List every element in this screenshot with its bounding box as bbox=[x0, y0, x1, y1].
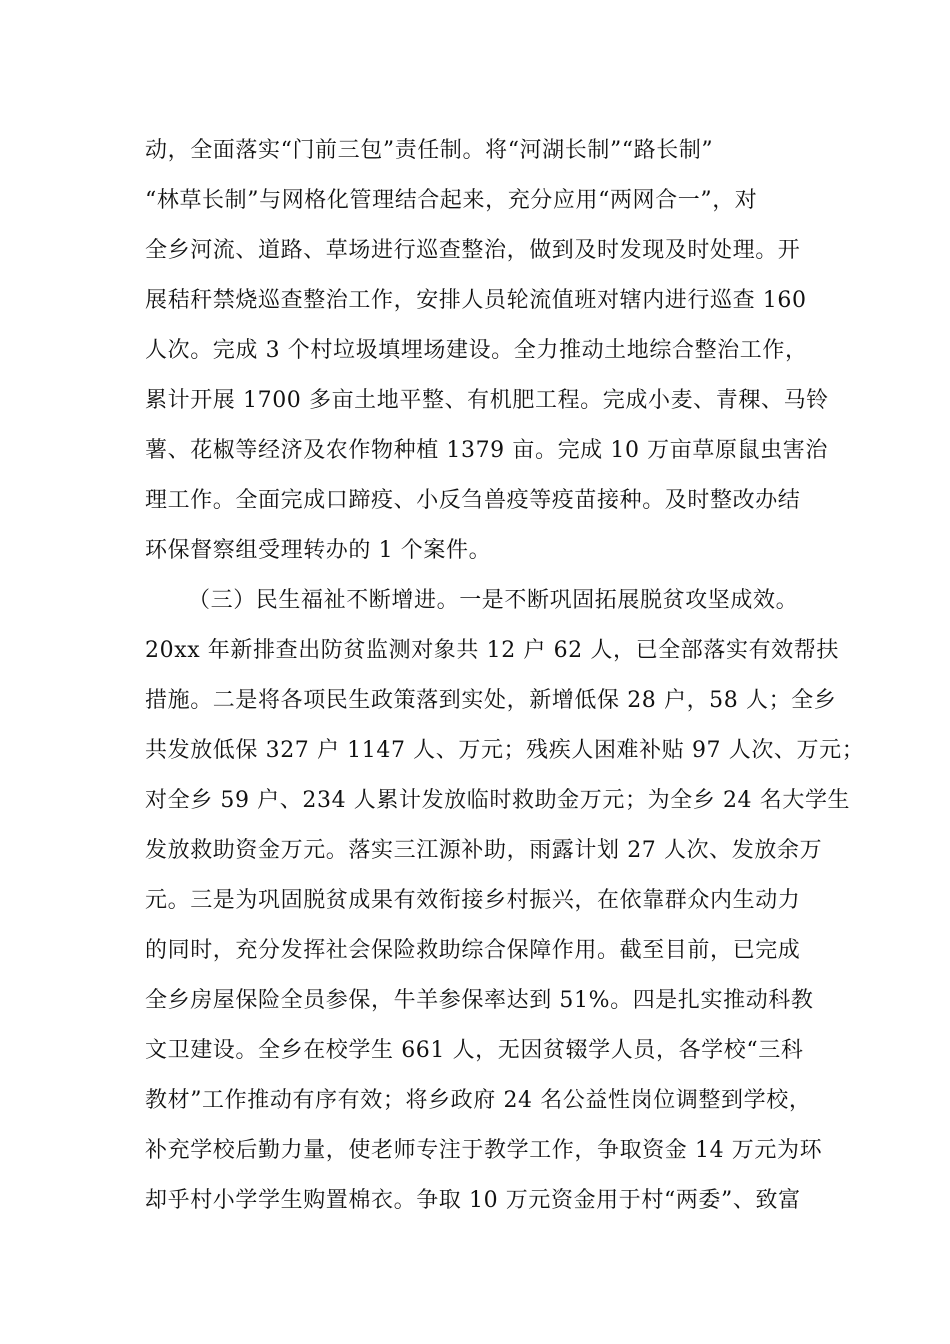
section-heading-line: （三）民生福祉不断增进。一是不断巩固拓展脱贫攻坚成效。 bbox=[188, 588, 799, 613]
text-line: 补充学校后勤力量，使老师专注于教学工作，争取资金 14 万元为环 bbox=[145, 1138, 823, 1163]
text-line: 文卫建设。全乡在校学生 661 人，无因贫辍学人员，各学校“三科 bbox=[145, 1038, 804, 1063]
text-line: 对全乡 59 户、234 人累计发放临时救助金万元；为全乡 24 名大学生 bbox=[145, 788, 851, 813]
text-line: 人次。完成 3 个村垃圾填埋场建设。全力推动土地综合整治工作， bbox=[145, 338, 808, 363]
text-line: “林草长制”与网格化管理结合起来，充分应用“两网合一”，对 bbox=[145, 188, 758, 213]
text-line: 环保督察组受理转办的 1 个案件。 bbox=[145, 538, 492, 563]
text-line: 却乎村小学学生购置棉衣。争取 10 万元资金用于村“两委”、致富 bbox=[145, 1188, 801, 1213]
text-line: 薯、花椒等经济及农作物种植 1379 亩。完成 10 万亩草原鼠虫害治 bbox=[145, 438, 828, 463]
text-line: 共发放低保 327 户 1147 人、万元；残疾人困难补贴 97 人次、万元； bbox=[145, 738, 865, 763]
text-line: 元。三是为巩固脱贫成果有效衔接乡村振兴，在依靠群众内生动力 bbox=[145, 888, 801, 913]
text-line: 理工作。全面完成口蹄疫、小反刍兽疫等疫苗接种。及时整改办结 bbox=[145, 488, 801, 513]
text-line: 20xx 年新排查出防贫监测对象共 12 户 62 人，已全部落实有效帮扶 bbox=[145, 638, 839, 663]
text-line: 的同时，充分发挥社会保险救助综合保障作用。截至目前，已完成 bbox=[145, 938, 801, 963]
text-line: 展秸秆禁烧巡查整治工作，安排人员轮流值班对辖内进行巡查 160 bbox=[145, 288, 807, 313]
text-line: 发放救助资金万元。落实三江源补助，雨露计划 27 人次、发放余万 bbox=[145, 838, 823, 863]
text-line: 教材”工作推动有序有效；将乡政府 24 名公益性岗位调整到学校， bbox=[145, 1088, 812, 1113]
text-line: 累计开展 1700 多亩土地平整、有机肥工程。完成小麦、青稞、马铃 bbox=[145, 388, 829, 413]
text-line: 动，全面落实“门前三包”责任制。将“河湖长制”“路长制” bbox=[145, 138, 714, 163]
text-line: 全乡河流、道路、草场进行巡查整治，做到及时发现及时处理。开 bbox=[145, 238, 801, 263]
text-line: 全乡房屋保险全员参保，牛羊参保率达到 51%。四是扎实推动科教 bbox=[145, 988, 814, 1013]
text-line: 措施。二是将各项民生政策落到实处，新增低保 28 户，58 人；全乡 bbox=[145, 688, 837, 713]
